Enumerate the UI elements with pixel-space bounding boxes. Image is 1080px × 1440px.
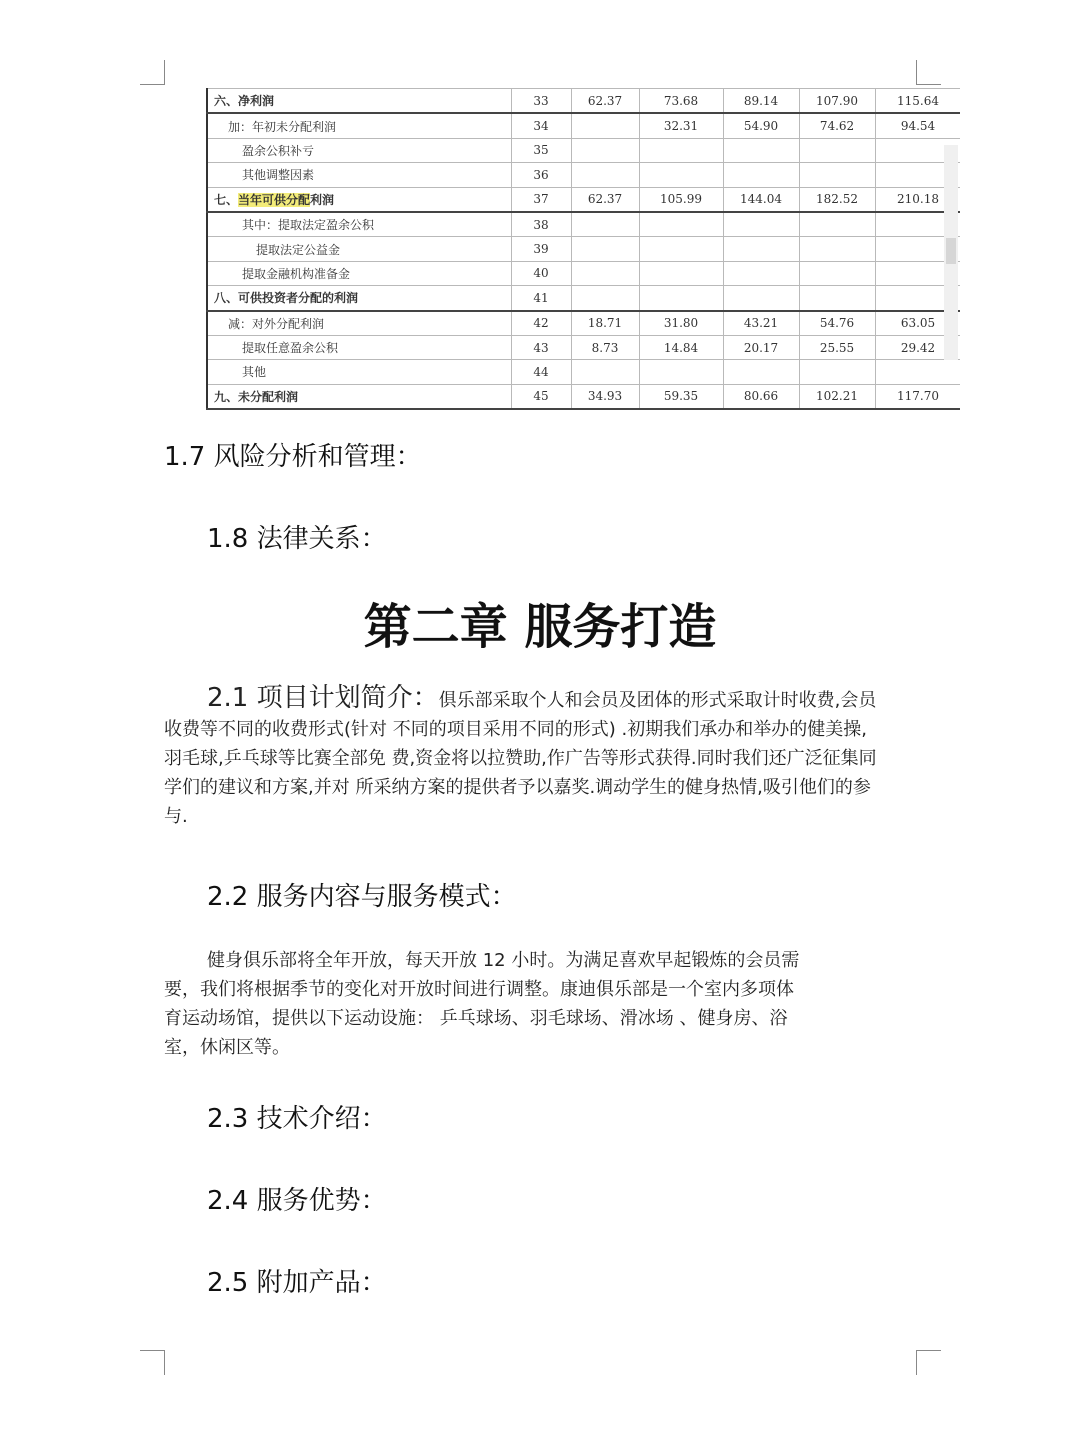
section-2-2-body xyxy=(164,946,934,1062)
year-value-cell xyxy=(639,360,723,384)
heading-2-1: 2.1 项目计划简介： xyxy=(207,683,439,713)
row-item-name: 提取法定公益金 xyxy=(207,237,511,261)
year-value-cell xyxy=(723,360,799,384)
year-value-cell: 62.37 xyxy=(571,187,639,212)
row-number: 42 xyxy=(511,311,571,336)
row-item-name: 其他调整因素 xyxy=(207,163,511,187)
row-item-name: 其中：提取法定盈余公积 xyxy=(207,212,511,237)
year-value-cell: 54.90 xyxy=(723,113,799,138)
year-value-cell xyxy=(723,261,799,285)
year-value-cell: 102.21 xyxy=(799,384,875,409)
heading-2-3: 2.3 技术介绍： xyxy=(207,1104,387,1134)
page-corner-mark-bottom-right xyxy=(916,1350,941,1375)
year-value-cell: 210.18 xyxy=(875,187,960,212)
year-value-cell xyxy=(571,286,639,311)
year-value-cell xyxy=(799,212,875,237)
row-item-name: 加：年初未分配利润 xyxy=(207,113,511,138)
table-row xyxy=(207,384,960,409)
year-value-cell xyxy=(723,237,799,261)
year-value-cell xyxy=(723,138,799,162)
section-2-2-text-1: 健身俱乐部将全年开放，每天开放 12 小时。为满足喜欢早起锻炼的会员需 xyxy=(207,950,800,971)
table-row xyxy=(207,187,960,212)
year-value-cell xyxy=(723,163,799,187)
row-number: 43 xyxy=(511,335,571,359)
year-value-cell xyxy=(799,237,875,261)
table-row xyxy=(207,138,960,162)
row-item-name: 提取任意盈余公积 xyxy=(207,335,511,359)
page-corner-mark-top-left xyxy=(140,60,165,85)
table-row xyxy=(207,261,960,285)
year-value-cell: 63.05 xyxy=(875,311,960,336)
year-value-cell xyxy=(799,163,875,187)
section-2-1-text-5: 与. xyxy=(164,806,188,827)
table-row xyxy=(207,311,960,336)
year-value-cell xyxy=(639,138,723,162)
section-2-2-text-4: 室，休闲区等。 xyxy=(164,1037,290,1058)
year-value-cell xyxy=(571,163,639,187)
year-value-cell: 8.73 xyxy=(571,335,639,359)
year-value-cell: 25.55 xyxy=(799,335,875,359)
year-value-cell: 54.76 xyxy=(799,311,875,336)
table-row xyxy=(207,360,960,384)
row-number: 36 xyxy=(511,163,571,187)
year-value-cell xyxy=(571,261,639,285)
year-value-cell xyxy=(639,237,723,261)
table-row xyxy=(207,212,960,237)
year-value-cell: 144.04 xyxy=(723,187,799,212)
year-value-cell: 43.21 xyxy=(723,311,799,336)
year-value-cell xyxy=(639,212,723,237)
table-scrollbar-thumb[interactable] xyxy=(946,238,956,264)
year-value-cell xyxy=(571,138,639,162)
chapter-title: 第二章 服务打造 xyxy=(363,599,717,655)
year-value-cell: 73.68 xyxy=(639,89,723,114)
section-2-1 xyxy=(164,684,934,831)
row-number: 34 xyxy=(511,113,571,138)
page-corner-mark-bottom-left xyxy=(140,1350,165,1375)
section-2-2-text-2: 要，我们将根据季节的变化对开放时间进行调整。康迪俱乐部是一个室内多项体 xyxy=(164,979,794,1000)
year-value-cell xyxy=(799,360,875,384)
year-value-cell xyxy=(639,286,723,311)
year-value-cell xyxy=(571,113,639,138)
row-number: 44 xyxy=(511,360,571,384)
heading-2-2: 2.2 服务内容与服务模式： xyxy=(207,882,517,912)
section-2-1-text-1: 俱乐部采取个人和会员及团体的形式采取计时收费,会员 xyxy=(438,690,877,711)
year-value-cell: 32.31 xyxy=(639,113,723,138)
year-value-cell: 117.70 xyxy=(875,384,960,409)
year-value-cell xyxy=(723,286,799,311)
heading-2-5: 2.5 附加产品： xyxy=(207,1268,387,1298)
page-corner-mark-top-right xyxy=(916,60,941,85)
table-row xyxy=(207,163,960,187)
year-value-cell: 105.99 xyxy=(639,187,723,212)
year-value-cell xyxy=(723,212,799,237)
row-item-name: 盈余公积补亏 xyxy=(207,138,511,162)
year-value-cell xyxy=(571,360,639,384)
row-number: 45 xyxy=(511,384,571,409)
year-value-cell: 14.84 xyxy=(639,335,723,359)
row-number: 37 xyxy=(511,187,571,212)
section-2-1-first-line xyxy=(164,684,934,715)
year-value-cell xyxy=(799,138,875,162)
year-value-cell: 80.66 xyxy=(723,384,799,409)
row-item-name: 减：对外分配利润 xyxy=(207,311,511,336)
year-value-cell xyxy=(639,261,723,285)
row-number: 35 xyxy=(511,138,571,162)
year-value-cell: 115.64 xyxy=(875,89,960,114)
year-value-cell xyxy=(875,360,960,384)
year-value-cell: 29.42 xyxy=(875,335,960,359)
year-value-cell: 89.14 xyxy=(723,89,799,114)
profit-distribution-table-image xyxy=(206,88,960,418)
table-row xyxy=(207,286,960,311)
year-value-cell xyxy=(639,163,723,187)
row-item-name: 提取金融机构准备金 xyxy=(207,261,511,285)
year-value-cell xyxy=(571,212,639,237)
year-value-cell: 94.54 xyxy=(875,113,960,138)
row-item-name: 八、可供投资者分配的利润 xyxy=(207,286,511,311)
year-value-cell: 62.37 xyxy=(571,89,639,114)
table-row xyxy=(207,335,960,359)
table-row xyxy=(207,89,960,114)
row-item-name: 七、当年可供分配利润 xyxy=(207,187,511,212)
row-number: 41 xyxy=(511,286,571,311)
table-row xyxy=(207,113,960,138)
year-value-cell: 18.71 xyxy=(571,311,639,336)
table-row xyxy=(207,237,960,261)
section-2-1-text-3: 羽毛球,乒乓球等比赛全部免 费,资金将以拉赞助,作广告等形式获得.同时我们还广泛征集同 xyxy=(164,748,877,769)
year-value-cell xyxy=(799,261,875,285)
year-value-cell xyxy=(571,237,639,261)
section-2-1-text-4: 学们的建议和方案,并对 所采纳方案的提供者予以嘉奖.调动学生的健身热情,吸引他们的参 xyxy=(164,777,871,798)
heading-2-4: 2.4 服务优势： xyxy=(207,1186,387,1216)
row-item-name: 九、未分配利润 xyxy=(207,384,511,409)
row-item-name: 六、净利润 xyxy=(207,89,511,114)
year-value-cell: 74.62 xyxy=(799,113,875,138)
year-value-cell: 107.90 xyxy=(799,89,875,114)
row-number: 40 xyxy=(511,261,571,285)
heading-1-7: 1.7 风险分析和管理： xyxy=(164,442,422,472)
profit-distribution-table xyxy=(206,88,960,410)
row-number: 33 xyxy=(511,89,571,114)
year-value-cell: 31.80 xyxy=(639,311,723,336)
year-value-cell: 20.17 xyxy=(723,335,799,359)
row-number: 39 xyxy=(511,237,571,261)
year-value-cell: 182.52 xyxy=(799,187,875,212)
year-value-cell xyxy=(799,286,875,311)
year-value-cell: 59.35 xyxy=(639,384,723,409)
row-item-name: 其他 xyxy=(207,360,511,384)
section-2-1-text-2: 收费等不同的收费形式(针对 不同的项目采用不同的形式) .初期我们承办和举办的健美操, xyxy=(164,719,867,740)
row-number: 38 xyxy=(511,212,571,237)
section-2-2-text-3: 育运动场馆，提供以下运动设施： 乒乓球场、羽毛球场、滑冰场 、健身房、浴 xyxy=(164,1008,788,1029)
year-value-cell: 34.93 xyxy=(571,384,639,409)
highlighted-text: 当年可供分配 xyxy=(238,192,311,207)
heading-1-8: 1.8 法律关系： xyxy=(207,524,387,554)
